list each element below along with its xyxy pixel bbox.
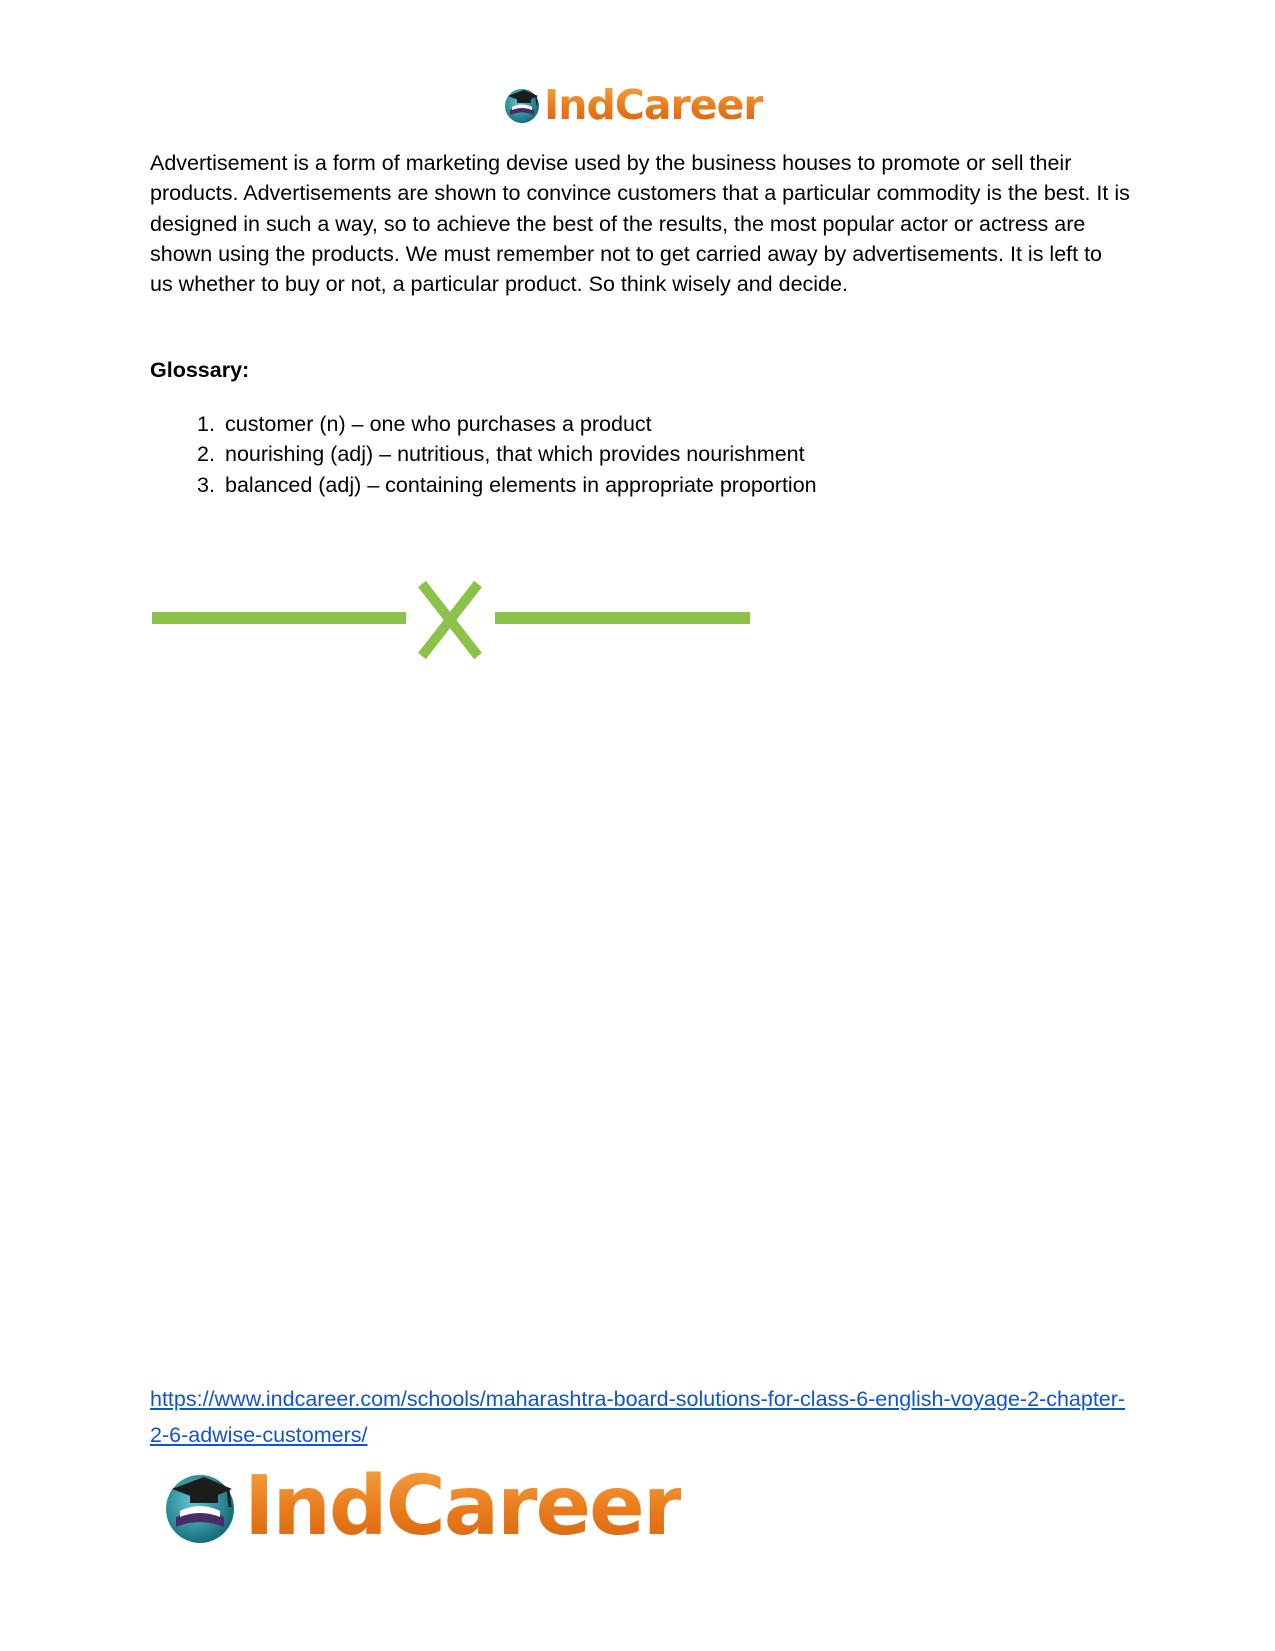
source-link[interactable]: https://www.indcareer.com/schools/maharashtra-board-solutions-for-class-6-english-voyage-2-chapter-2-6-adwise-customers/ <box>150 1387 1126 1447</box>
cross-divider-icon <box>150 580 750 660</box>
list-item-text: customer (n) – one who purchases a product <box>225 412 652 436</box>
list-item <box>150 439 817 469</box>
logo-wordmark: IndCareer <box>544 80 763 129</box>
list-item-number: 3. <box>197 472 215 497</box>
logo-wordmark: IndCareer <box>244 1459 682 1554</box>
list-item-number: 2. <box>197 442 215 467</box>
list-item-number: 1. <box>197 412 215 436</box>
graduation-cap-globe-icon <box>502 85 542 125</box>
list-item-text: balanced (adj) – containing elements in appropriate proportion <box>225 472 817 497</box>
header-logo <box>502 78 763 132</box>
list-item-text: nourishing (adj) – nutritious, that which provides nourishment <box>225 442 805 467</box>
list-item <box>150 470 817 500</box>
glossary-list <box>150 409 817 500</box>
list-item <box>150 409 817 439</box>
graduation-cap-globe-icon <box>160 1467 240 1547</box>
glossary-title: Glossary: <box>150 358 250 382</box>
intro-paragraph: Advertisement is a form of marketing devise used by the business houses to promote or sell their products. Advertisements are shown to convince customers that a particular commodity is the best. It is designed in such a way, so to achieve the best of the results, the most popular actor or actress are shown using the products. We must remember not to get carried away by advertisements. It is left to us whether to buy or not, a particular product. So think wisely and decide. <box>150 151 1130 297</box>
footer-logo <box>160 1459 682 1554</box>
